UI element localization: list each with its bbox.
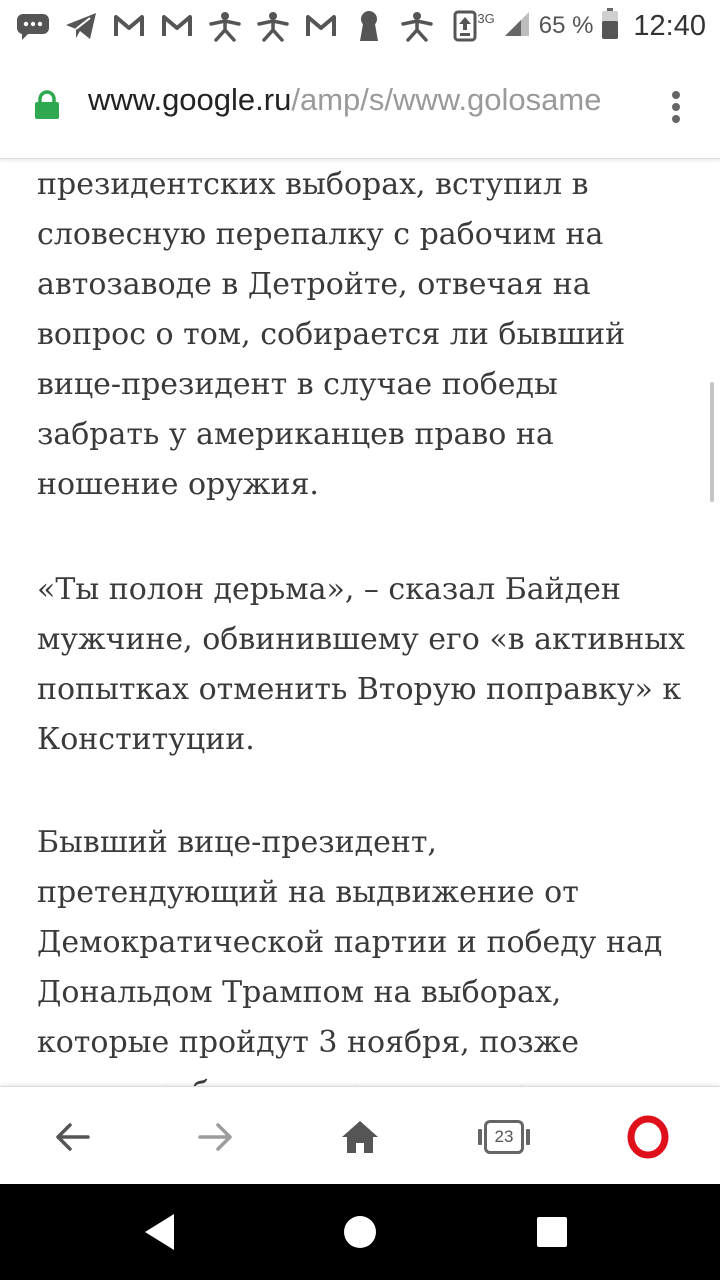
- clock: 12:40: [633, 9, 706, 42]
- scrollbar-thumb[interactable]: [710, 382, 714, 502]
- article-content[interactable]: [0, 158, 720, 1088]
- person-figure-icon: [256, 9, 290, 43]
- article-paragraph: «Ты полон дерьма», – сказал Байден мужчине, обвинившему его «в активных попытках отменить Вторую поправку» к Конституции.: [37, 572, 686, 757]
- tabs-button[interactable]: [478, 1111, 530, 1163]
- url-field[interactable]: [88, 82, 648, 118]
- square-recents-icon: [535, 1215, 569, 1249]
- system-back-button[interactable]: [132, 1204, 188, 1260]
- tabs-count: 23: [494, 1127, 514, 1146]
- gmail-icon: [112, 9, 146, 43]
- home-icon: [340, 1119, 380, 1155]
- url-host: www.google.ru: [88, 82, 292, 117]
- person-figure-icon: [208, 9, 242, 43]
- triangle-back-icon: [142, 1212, 178, 1252]
- browser-toolbar: [0, 1086, 720, 1185]
- forward-button[interactable]: [190, 1111, 242, 1163]
- system-recents-button[interactable]: [524, 1204, 580, 1260]
- address-bar: [0, 52, 720, 159]
- system-navigation-bar: [0, 1184, 720, 1280]
- opera-menu-button[interactable]: [622, 1111, 674, 1163]
- telegram-icon: [64, 9, 98, 43]
- home-button[interactable]: [334, 1111, 386, 1163]
- chat-bubble-icon: [16, 9, 50, 43]
- opera-logo-icon: [627, 1116, 669, 1158]
- person-figure-icon: [400, 9, 434, 43]
- system-home-button[interactable]: [332, 1204, 388, 1260]
- network-type: 3G: [477, 10, 495, 26]
- status-bar: [0, 0, 720, 52]
- keyhole-icon: [352, 9, 386, 43]
- notification-icons: [16, 8, 482, 44]
- back-button[interactable]: [46, 1111, 98, 1163]
- circle-home-icon: [342, 1214, 378, 1250]
- tabs-count-icon: [484, 1120, 524, 1154]
- url-path: /amp/s/www.golosame: [291, 82, 602, 117]
- gmail-icon: [160, 9, 194, 43]
- article-paragraph: президентских выборах, вступил в словесную перепалку с рабочим на автозаводе в Детройте, отвечая на вопрос о том, собирается ли бывший вице-президент в случае победы забрать у американцев право на ношение оружия.: [37, 167, 626, 502]
- battery-percent: 65 %: [538, 12, 594, 39]
- overflow-menu-icon[interactable]: [664, 88, 688, 128]
- signal-icon: [503, 10, 531, 43]
- article-paragraph: Бывший вице-президент, претендующий на выдвижение от Демократической партии и победу над Дональдом Трампом на выборах, которые пройдут 3 ноября, позже: [37, 825, 663, 1060]
- arrow-right-icon: [198, 1122, 234, 1152]
- system-status: [477, 6, 706, 46]
- gmail-icon: [304, 9, 338, 43]
- arrow-left-icon: [54, 1122, 90, 1152]
- lock-icon[interactable]: [34, 90, 60, 125]
- battery-icon: [601, 8, 619, 45]
